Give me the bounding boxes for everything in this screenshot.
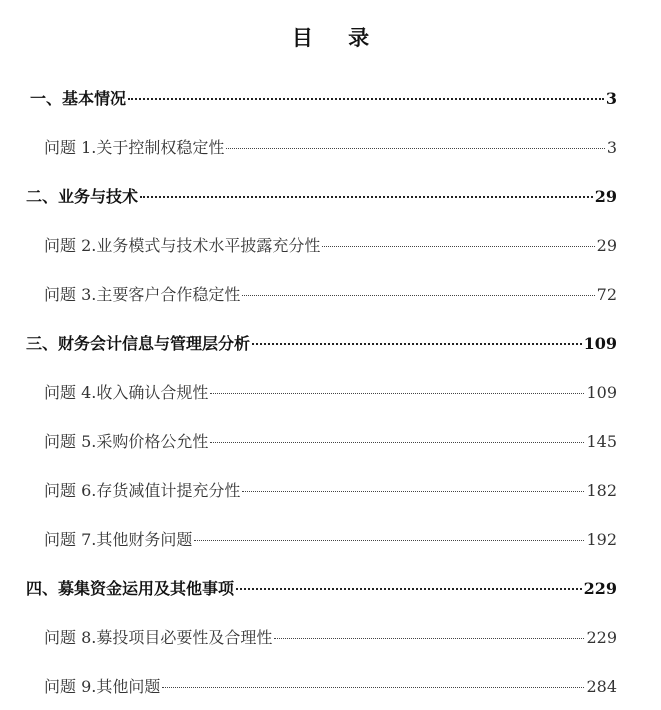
dot-leader: [140, 196, 593, 198]
toc-entry-label: 问题 3.主要客户合作稳定性: [44, 285, 241, 304]
dot-leader: [274, 638, 584, 639]
toc-entry-label: 问题 1.关于控制权稳定性: [44, 138, 225, 157]
toc-entry-label: 问题 4.收入确认合规性: [44, 383, 209, 402]
dot-leader: [162, 687, 584, 688]
toc-page-number: 192: [586, 530, 617, 549]
dot-leader: [210, 393, 584, 394]
toc-question-5[interactable]: [44, 429, 617, 452]
toc-question-7[interactable]: [44, 527, 617, 550]
toc-question-4[interactable]: [44, 380, 617, 403]
dot-leader: [128, 98, 604, 100]
toc-section-business-technology[interactable]: [26, 184, 617, 207]
toc-question-2[interactable]: [44, 233, 617, 256]
toc-section-financial-accounting[interactable]: [26, 331, 617, 354]
toc-entry-label: 二、业务与技术: [26, 187, 139, 206]
dot-leader: [322, 246, 594, 247]
toc-page-number: 229: [583, 579, 617, 598]
page-title: 目 录: [291, 25, 384, 50]
toc-entry-label: 问题 2.业务模式与技术水平披露充分性: [44, 236, 321, 255]
dot-leader: [236, 588, 582, 590]
toc-page-number: 284: [586, 677, 617, 696]
toc-entry-label: 问题 8.募投项目必要性及合理性: [44, 628, 273, 647]
toc-page-number: 72: [596, 285, 617, 304]
toc-page-number: 109: [583, 334, 617, 353]
toc-entry-label: 一、基本情况: [30, 89, 127, 108]
toc-entry-label: 问题 7.其他财务问题: [44, 530, 193, 549]
toc-question-9[interactable]: [44, 674, 617, 697]
dot-leader: [252, 343, 582, 345]
toc-question-8[interactable]: [44, 625, 617, 648]
toc-entry-label: 四、募集资金运用及其他事项: [26, 579, 235, 598]
toc-section-fund-raising[interactable]: [26, 576, 617, 599]
toc-entry-label: 问题 5.采购价格公允性: [44, 432, 209, 451]
dot-leader: [210, 442, 584, 443]
dot-leader: [194, 540, 584, 541]
toc-page-number: 3: [605, 89, 617, 108]
toc-page-number: 109: [586, 383, 617, 402]
toc-page-number: 229: [586, 628, 617, 647]
dot-leader: [242, 491, 584, 492]
toc-page-number: 3: [606, 138, 617, 157]
toc-entry-label: 问题 9.其他问题: [44, 677, 161, 696]
dot-leader: [226, 148, 604, 149]
toc-page-number: 145: [586, 432, 617, 451]
dot-leader: [242, 295, 594, 296]
toc-question-1[interactable]: [44, 135, 617, 158]
toc-section-basic-info[interactable]: [30, 86, 617, 109]
toc-question-6[interactable]: [44, 478, 617, 501]
toc-page-number: 182: [586, 481, 617, 500]
toc-entry-label: 问题 6.存货减值计提充分性: [44, 481, 241, 500]
toc-page-number: 29: [596, 236, 617, 255]
toc-page-number: 29: [594, 187, 617, 206]
toc-entry-label: 三、财务会计信息与管理层分析: [26, 334, 251, 353]
toc-question-3[interactable]: [44, 282, 617, 305]
